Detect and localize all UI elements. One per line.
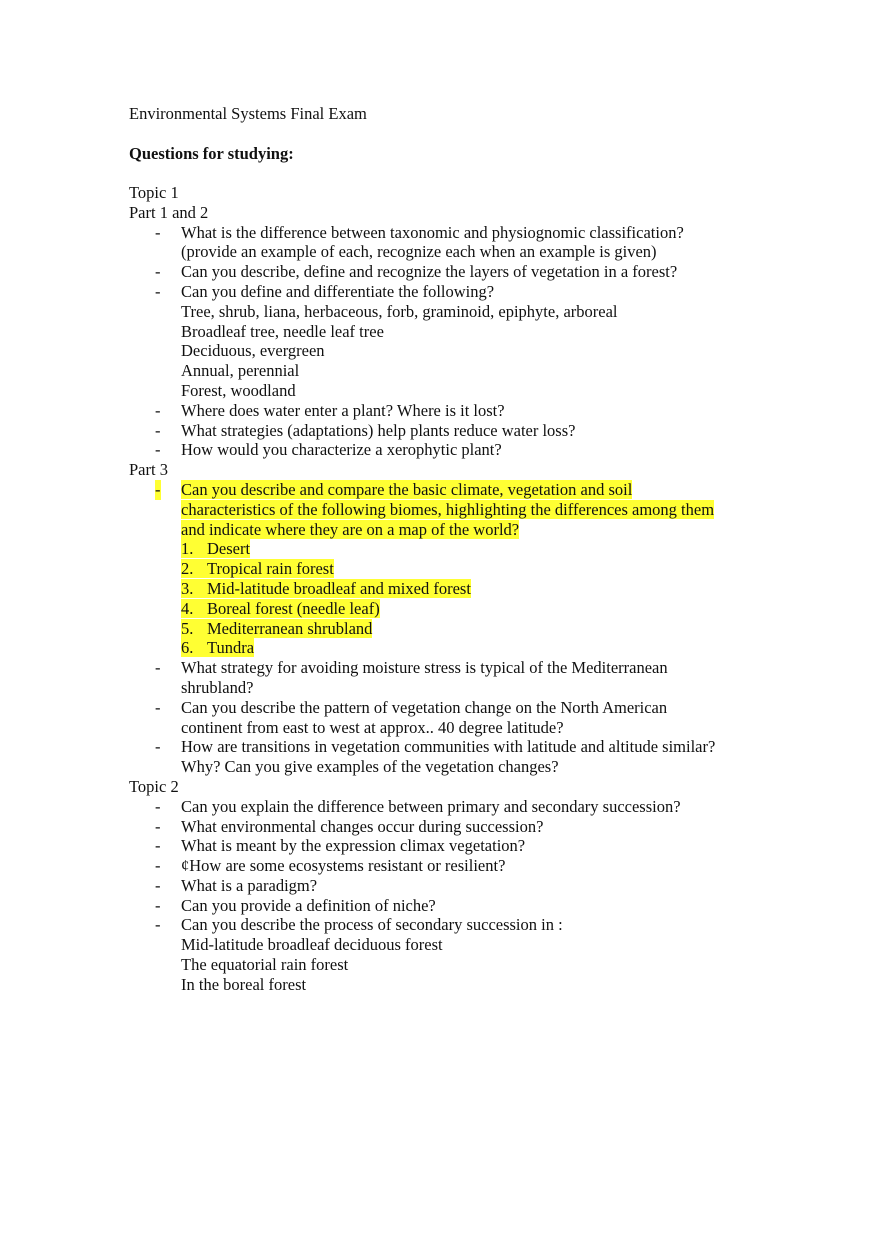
question-text: characteristics of the following biomes, highlighting the differences among them <box>181 499 715 519</box>
question-text: continent from east to west at approx.. 40 degree latitude? <box>181 717 564 737</box>
forest-line: In the boreal forest <box>181 974 307 994</box>
list-dash: - <box>155 479 161 499</box>
list-dash: - <box>155 262 161 282</box>
list-dash: - <box>155 400 161 420</box>
question-text: (provide an example of each, recognize each when an example is given) <box>181 242 657 262</box>
forest-line: Mid-latitude broadleaf deciduous forest <box>181 935 443 955</box>
list-dash: - <box>155 875 161 895</box>
term-line: Annual, perennial <box>181 361 300 381</box>
topic-2-heading: Topic 2 <box>129 776 179 796</box>
question-text: and indicate where they are on a map of the world? <box>181 519 520 539</box>
list-dash: - <box>155 420 161 440</box>
list-dash: - <box>155 816 161 836</box>
question-text: Can you describe the pattern of vegetation change on the North American <box>181 697 668 717</box>
biome-item <box>181 539 250 558</box>
question-item <box>129 817 769 837</box>
biome-name: Tropical rain forest <box>207 559 334 579</box>
question-text: What is the difference between taxonomic and physiognomic classification? <box>181 222 684 242</box>
biome-number: 5. <box>181 618 194 638</box>
topic-1-heading: Topic 1 <box>129 183 179 202</box>
biome-number: 2. <box>181 559 194 579</box>
list-dash: - <box>155 658 161 678</box>
document-subtitle: Questions for studying: <box>129 144 294 163</box>
biome-item <box>181 599 380 618</box>
question-item <box>129 737 769 777</box>
question-text: shrubland? <box>181 677 254 697</box>
question-item <box>129 797 769 817</box>
term-line: Tree, shrub, liana, herbaceous, forb, graminoid, epiphyte, arboreal <box>181 301 618 321</box>
question-item <box>129 421 769 441</box>
list-dash: - <box>155 915 161 935</box>
term-line: Broadleaf tree, needle leaf tree <box>181 321 384 341</box>
biome-name: Desert <box>207 539 251 559</box>
question-text: What is a paradigm? <box>181 875 318 895</box>
question-item <box>129 223 769 263</box>
biome-item <box>181 579 471 598</box>
question-item <box>129 876 769 896</box>
question-text: Can you describe and compare the basic climate, vegetation and soil <box>181 479 633 499</box>
biome-item <box>181 559 334 578</box>
biome-name: Mid-latitude broadleaf and mixed forest <box>207 578 471 598</box>
question-item <box>129 401 769 421</box>
list-dash: - <box>155 222 161 242</box>
biome-number: 1. <box>181 539 194 559</box>
question-text: What environmental changes occur during succession? <box>181 816 544 836</box>
question-text: Can you explain the difference between primary and secondary succession? <box>181 796 681 816</box>
question-item <box>129 658 769 698</box>
list-dash: - <box>155 796 161 816</box>
question-item <box>129 856 769 876</box>
list-dash: - <box>155 836 161 856</box>
question-item <box>129 915 769 994</box>
list-dash: - <box>155 697 161 717</box>
question-text: How would you characterize a xerophytic plant? <box>181 440 502 460</box>
list-dash: - <box>155 895 161 915</box>
question-text: What strategy for avoiding moisture stress is typical of the Mediterranean <box>181 658 668 678</box>
biome-number: 6. <box>181 638 194 658</box>
biome-name: Mediterranean shrubland <box>207 618 373 638</box>
question-item <box>129 698 769 738</box>
list-dash: - <box>155 281 161 301</box>
list-dash: - <box>155 737 161 757</box>
question-text: What is meant by the expression climax vegetation? <box>181 836 526 856</box>
question-list <box>129 183 769 995</box>
list-dash: - <box>155 856 161 876</box>
question-text: How are transitions in vegetation communities with latitude and altitude similar? <box>181 737 716 757</box>
question-item-highlighted <box>129 480 769 658</box>
question-text: ¢How are some ecosystems resistant or resilient? <box>181 856 506 876</box>
biome-number: 3. <box>181 578 194 598</box>
part-3-heading: Part 3 <box>129 460 168 480</box>
question-text: Can you define and differentiate the following? <box>181 281 495 301</box>
forest-line: The equatorial rain forest <box>181 955 349 975</box>
question-item <box>129 440 769 460</box>
question-text: Can you describe the process of secondary succession in : <box>181 915 563 935</box>
question-text: Where does water enter a plant? Where is it lost? <box>181 400 505 420</box>
biome-number: 4. <box>181 598 194 618</box>
list-dash: - <box>155 440 161 460</box>
biome-item <box>181 638 254 657</box>
question-text: What strategies (adaptations) help plants reduce water loss? <box>181 420 576 440</box>
document-title: Environmental Systems Final Exam <box>129 104 367 123</box>
question-item <box>129 896 769 916</box>
question-item <box>129 282 769 401</box>
question-item <box>129 262 769 282</box>
question-text: Why? Can you give examples of the vegetation changes? <box>181 757 559 777</box>
biome-name: Boreal forest (needle leaf) <box>207 598 380 618</box>
question-item <box>129 836 769 856</box>
biome-item <box>181 619 372 638</box>
part-1-2-heading: Part 1 and 2 <box>129 202 209 222</box>
question-text: Can you describe, define and recognize the layers of vegetation in a forest? <box>181 262 678 282</box>
question-text: Can you provide a definition of niche? <box>181 895 436 915</box>
term-line: Deciduous, evergreen <box>181 341 325 361</box>
biome-name: Tundra <box>207 638 255 658</box>
term-line: Forest, woodland <box>181 380 296 400</box>
